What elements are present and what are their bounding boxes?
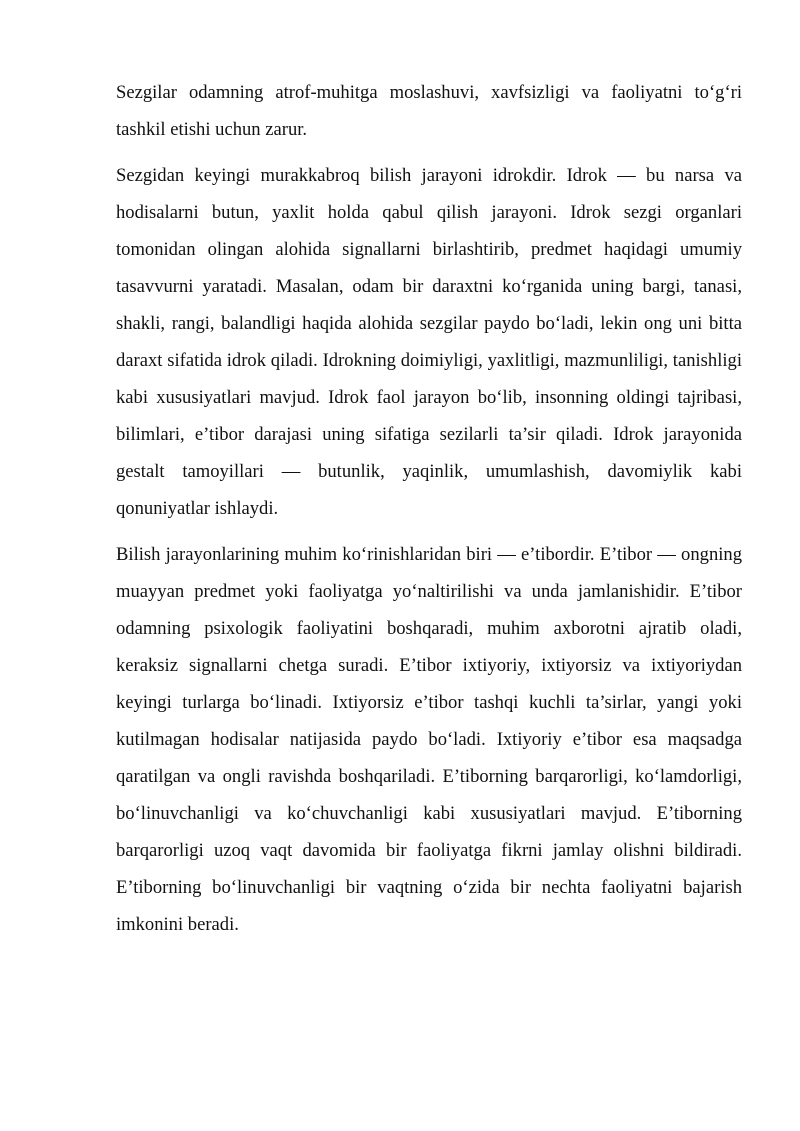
paragraph-sensation-purpose: Sezgilar odamning atrof-muhitga moslashuvi, xavfsizligi va faoliyatni toʻgʻri tashkil etishi uchun zarur.	[116, 82, 742, 140]
paragraph-perception: Sezgidan keyingi murakkabroq bilish jarayoni idrokdir. Idrok — bu narsa va hodisalarni butun, yaxlit holda qabul qilish jarayoni. Idrok sezgi organlari tomonidan olingan alohida signallarni birlashtirib, predmet haqidagi umumiy tasavvurni yaratadi. Masalan, odam bir daraxtni koʻrganida uning bargi, tanasi, shakli, rangi, balandligi haqida alohida sezgilar paydo boʻladi, lekin ong uni bitta daraxt sifatida idrok qiladi. Idrokning doimiyligi, yaxlitligi, mazmunliligi, tanishligi kabi xususiyatlari mavjud. Idrok faol jarayon boʻlib, insonning oldingi tajribasi, bilimlari, e’tibor darajasi uning sifatiga sezilarli ta’sir qiladi. Idrok jarayonida gestalt tamoyillari — butunlik, yaqinlik, umumlashish, davomiylik kabi qonuniyatlar ishlaydi.	[116, 165, 742, 519]
document-body	[116, 74, 742, 952]
paragraph-attention: Bilish jarayonlarining muhim koʻrinishlaridan biri — e’tibordir. E’tibor — ongning muayyan predmet yoki faoliyatga yoʻnaltirilishi va unda jamlanishidir. E’tibor odamning psixologik faoliyatini boshqaradi, muhim axborotni ajratib oladi, keraksiz signallarni chetga suradi. E’tibor ixtiyoriy, ixtiyorsiz va ixtiyoriydan keyingi turlarga boʻlinadi. Ixtiyorsiz e’tibor tashqi kuchli ta’sirlar, yangi yoki kutilmagan hodisalar natijasida paydo boʻladi. Ixtiyoriy e’tibor esa maqsadga qaratilgan va ongli ravishda boshqariladi. E’tiborning barqarorligi, koʻlamdorligi, boʻlinuvchanligi va koʻchuvchanligi kabi xususiyatlari mavjud. E’tiborning barqarorligi uzoq vaqt davomida bir faoliyatga fikrni jamlay olishni bildiradi. E’tiborning boʻlinuvchanligi bir vaqtning oʻzida bir nechta faoliyatni bajarish imkonini beradi.	[116, 544, 742, 935]
